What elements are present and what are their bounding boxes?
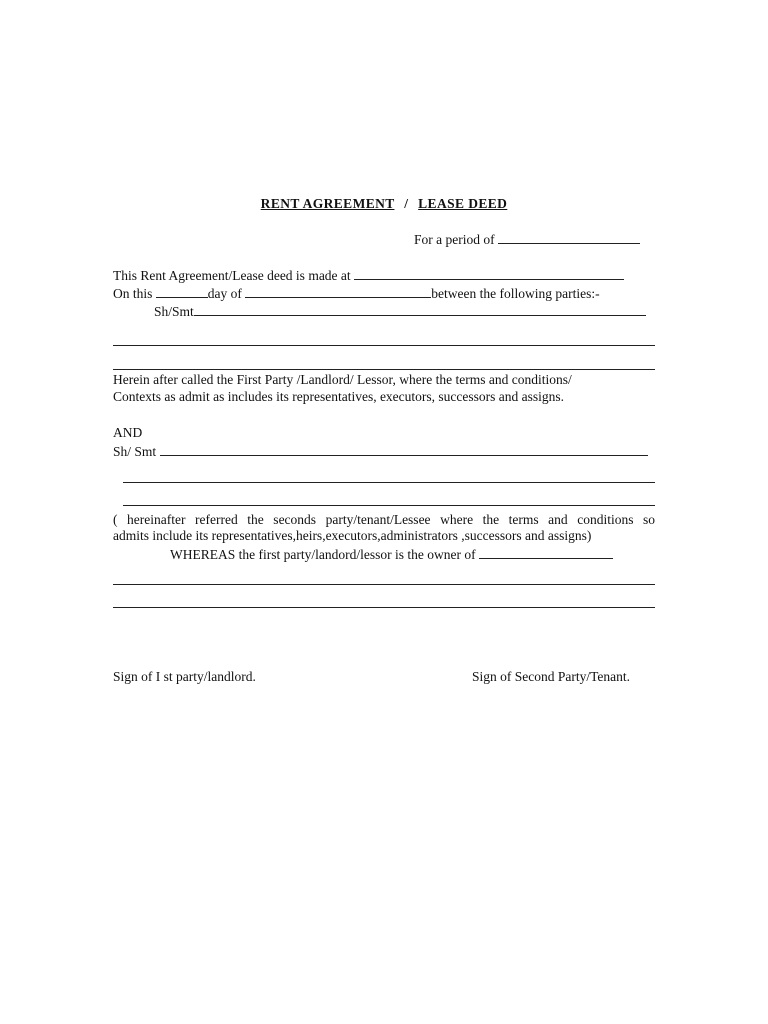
date-line (113, 285, 600, 302)
sign-first-party: Sign of I st party/landlord. (113, 669, 256, 684)
first-party-name-blank[interactable] (194, 303, 646, 316)
whereas-line (170, 546, 613, 563)
first-party-name-line (154, 303, 646, 320)
first-party-clause-line-2: Contexts as admit as includes its representatives, executors, successors and assigns. (113, 389, 565, 404)
title-separator: / (404, 196, 409, 211)
made-at-label: This Rent Agreement/Lease deed is made at (113, 268, 351, 283)
period-line (414, 231, 640, 248)
second-party-name-line (113, 443, 648, 460)
first-party-clause-line-1: Herein after called the First Party /Landlord/ Lessor, where the terms and conditions/ (113, 372, 572, 387)
sh-smt-label-1: Sh/Smt (154, 304, 194, 319)
second-party-blank-line-2[interactable] (123, 482, 655, 483)
title-rent-agreement: RENT AGREEMENT (260, 196, 395, 211)
document-title (0, 196, 768, 212)
title-lease-deed: LEASE DEED (418, 196, 508, 211)
owner-of-blank[interactable] (479, 546, 613, 559)
on-this-blank[interactable] (156, 285, 208, 298)
owner-blank-line-2[interactable] (113, 584, 655, 585)
period-blank[interactable] (498, 231, 640, 244)
second-party-name-blank[interactable] (160, 443, 648, 456)
second-party-clause-line-1: ( hereinafter referred the seconds party/tenant/Lessee where the terms and conditions so (113, 512, 655, 527)
day-of-label: day of (207, 286, 242, 301)
sign-second-party: Sign of Second Party/Tenant. (472, 669, 631, 684)
whereas-label: WHEREAS the first party/landord/lessor is the owner of (170, 547, 476, 562)
on-this-label: On this (113, 286, 153, 301)
second-party-clause-line-2: admits include its representatives,heirs,executors,administrators ,successors and assigns) (113, 528, 592, 543)
made-at-blank[interactable] (354, 267, 624, 280)
first-party-blank-line-3[interactable] (113, 369, 655, 370)
made-at-line (113, 267, 624, 284)
period-label: For a period of (414, 232, 495, 247)
between-label: between the following parties:- (431, 286, 600, 301)
and-label: AND (113, 425, 143, 440)
first-party-blank-line-2[interactable] (113, 345, 655, 346)
day-of-blank[interactable] (245, 285, 431, 298)
sh-smt-label-2: Sh/ Smt (113, 444, 157, 459)
owner-blank-line-3[interactable] (113, 607, 655, 608)
second-party-blank-line-3[interactable] (123, 505, 655, 506)
